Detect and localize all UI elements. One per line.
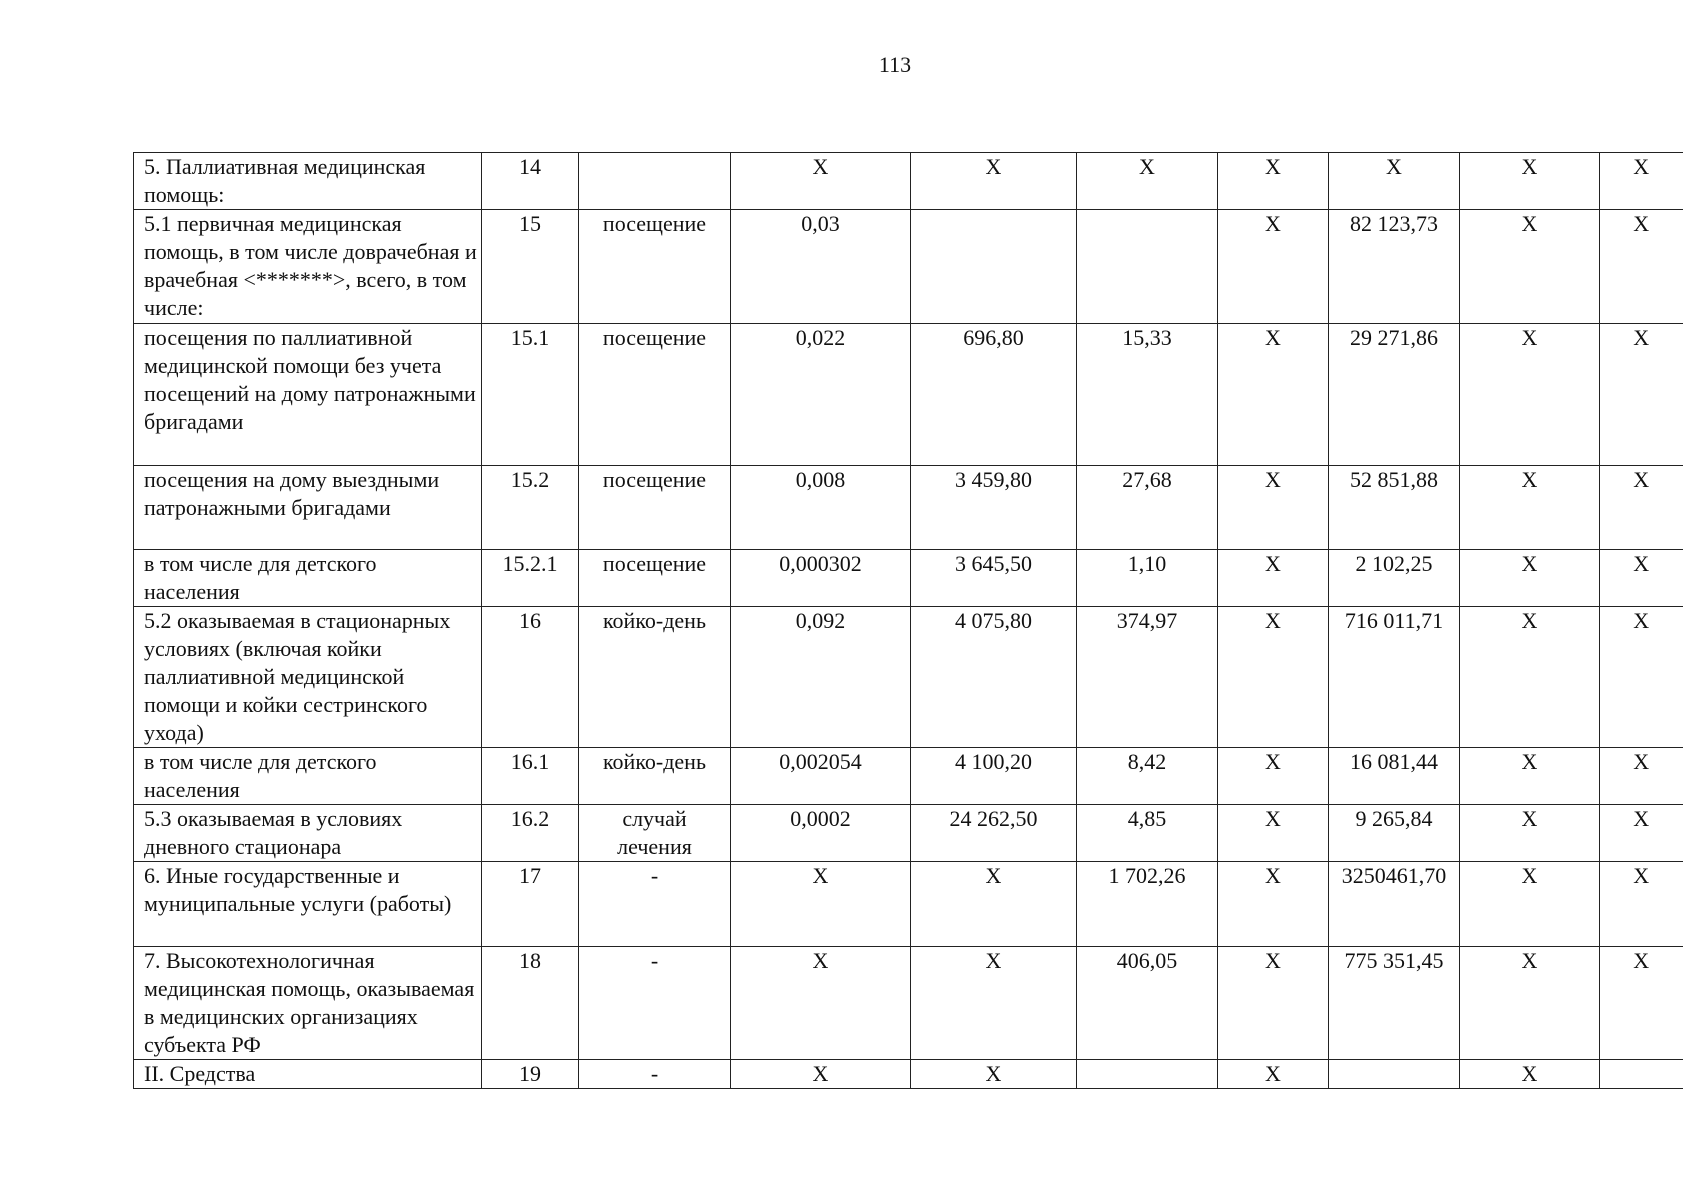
table-row: [134, 947, 1683, 1060]
value-cell: Х: [1600, 466, 1683, 550]
value-cell: Х: [1218, 748, 1329, 805]
row-label: 5.3 оказываемая в условиях дневного стационара: [134, 805, 482, 862]
value-cell: 775 351,45: [1329, 947, 1460, 1060]
value-cell: 406,05: [1077, 947, 1218, 1060]
value-cell: 3250461,70: [1329, 862, 1460, 947]
row-number: 19: [482, 1060, 579, 1089]
value-cell: Х: [1460, 748, 1600, 805]
unit-cell: -: [579, 862, 731, 947]
row-number: 18: [482, 947, 579, 1060]
value-cell: 9 265,84: [1329, 805, 1460, 862]
value-cell: 15,33: [1077, 324, 1218, 466]
value-cell: 3 459,80: [911, 466, 1077, 550]
value-cell: Х: [1218, 805, 1329, 862]
value-cell: 0,03: [731, 210, 911, 324]
value-cell: Х: [731, 862, 911, 947]
row-label: 5.2 оказываемая в стационарных условиях (включая койки паллиативной медицинской помощи и койки сестринского ухода): [134, 607, 482, 748]
row-label: в том числе для детского населения: [134, 748, 482, 805]
value-cell: 4,85: [1077, 805, 1218, 862]
value-cell: 27,68: [1077, 466, 1218, 550]
value-cell: Х: [911, 862, 1077, 947]
value-cell: 4 100,20: [911, 748, 1077, 805]
row-number: 15.1: [482, 324, 579, 466]
row-number: 15: [482, 210, 579, 324]
table-row: [134, 324, 1683, 466]
value-cell: [911, 210, 1077, 324]
row-number: 15.2: [482, 466, 579, 550]
row-number: 16.1: [482, 748, 579, 805]
table-row: [134, 466, 1683, 550]
value-cell: Х: [1600, 153, 1683, 210]
value-cell: Х: [1218, 1060, 1329, 1089]
value-cell: 4 075,80: [911, 607, 1077, 748]
row-number: 15.2.1: [482, 550, 579, 607]
value-cell: Х: [1460, 1060, 1600, 1089]
value-cell: Х: [1218, 862, 1329, 947]
row-label: 5. Паллиативная медицинская помощь:: [134, 153, 482, 210]
table-row: [134, 153, 1683, 210]
value-cell: [1077, 1060, 1218, 1089]
value-cell: [1600, 1060, 1683, 1089]
row-label: 5.1 первичная медицинская помощь, в том числе доврачебная и врачебная <*******>, всего, в том числе:: [134, 210, 482, 324]
table-row: [134, 607, 1683, 748]
unit-cell: посещение: [579, 466, 731, 550]
value-cell: Х: [911, 1060, 1077, 1089]
value-cell: 29 271,86: [1329, 324, 1460, 466]
value-cell: 0,002054: [731, 748, 911, 805]
unit-cell: -: [579, 947, 731, 1060]
value-cell: 0,0002: [731, 805, 911, 862]
value-cell: Х: [1218, 466, 1329, 550]
value-cell: Х: [1218, 947, 1329, 1060]
value-cell: Х: [1218, 607, 1329, 748]
value-cell: 696,80: [911, 324, 1077, 466]
unit-cell: посещение: [579, 210, 731, 324]
unit-cell: койко-день: [579, 748, 731, 805]
row-label: в том числе для детского населения: [134, 550, 482, 607]
value-cell: Х: [1600, 748, 1683, 805]
value-cell: Х: [731, 153, 911, 210]
value-cell: 3 645,50: [911, 550, 1077, 607]
row-label: 6. Иные государственные и муниципальные услуги (работы): [134, 862, 482, 947]
value-cell: Х: [1600, 550, 1683, 607]
value-cell: Х: [1218, 550, 1329, 607]
value-cell: Х: [731, 947, 911, 1060]
table-row: [134, 210, 1683, 324]
value-cell: 82 123,73: [1329, 210, 1460, 324]
unit-cell: посещение: [579, 324, 731, 466]
table-row: [134, 1060, 1683, 1089]
value-cell: Х: [1600, 324, 1683, 466]
unit-cell: [579, 153, 731, 210]
value-cell: Х: [1600, 210, 1683, 324]
value-cell: Х: [1600, 607, 1683, 748]
row-number: 16.2: [482, 805, 579, 862]
value-cell: Х: [1329, 153, 1460, 210]
value-cell: Х: [1460, 466, 1600, 550]
value-cell: Х: [1460, 210, 1600, 324]
value-cell: 24 262,50: [911, 805, 1077, 862]
value-cell: Х: [731, 1060, 911, 1089]
table-row: [134, 805, 1683, 862]
value-cell: 0,022: [731, 324, 911, 466]
value-cell: 1,10: [1077, 550, 1218, 607]
value-cell: Х: [1600, 947, 1683, 1060]
value-cell: Х: [1460, 862, 1600, 947]
value-cell: 0,008: [731, 466, 911, 550]
unit-cell: -: [579, 1060, 731, 1089]
value-cell: Х: [1077, 153, 1218, 210]
value-cell: 8,42: [1077, 748, 1218, 805]
financing-table: [133, 152, 1683, 1089]
value-cell: Х: [911, 153, 1077, 210]
value-cell: 16 081,44: [1329, 748, 1460, 805]
table-row: [134, 550, 1683, 607]
row-number: 17: [482, 862, 579, 947]
value-cell: Х: [1460, 153, 1600, 210]
unit-cell: случай лечения: [579, 805, 731, 862]
value-cell: [1077, 210, 1218, 324]
value-cell: 1 702,26: [1077, 862, 1218, 947]
value-cell: Х: [1600, 862, 1683, 947]
value-cell: [1329, 1060, 1460, 1089]
value-cell: Х: [1218, 324, 1329, 466]
value-cell: Х: [1460, 805, 1600, 862]
row-label: посещения по паллиативной медицинской помощи без учета посещений на дому патронажными бригадами: [134, 324, 482, 466]
row-number: 14: [482, 153, 579, 210]
row-label: II. Средства: [134, 1060, 482, 1089]
value-cell: Х: [1460, 607, 1600, 748]
value-cell: Х: [911, 947, 1077, 1060]
value-cell: Х: [1460, 947, 1600, 1060]
value-cell: 2 102,25: [1329, 550, 1460, 607]
row-number: 16: [482, 607, 579, 748]
table-row: [134, 862, 1683, 947]
value-cell: Х: [1600, 805, 1683, 862]
value-cell: Х: [1460, 550, 1600, 607]
value-cell: Х: [1218, 210, 1329, 324]
value-cell: Х: [1218, 153, 1329, 210]
value-cell: 0,092: [731, 607, 911, 748]
value-cell: 52 851,88: [1329, 466, 1460, 550]
table-row: [134, 748, 1683, 805]
row-label: 7. Высокотехнологичная медицинская помощь, оказываемая в медицинских организациях субъекта РФ: [134, 947, 482, 1060]
value-cell: Х: [1460, 324, 1600, 466]
value-cell: 374,97: [1077, 607, 1218, 748]
unit-cell: посещение: [579, 550, 731, 607]
page-number: 113: [878, 52, 912, 77]
value-cell: 716 011,71: [1329, 607, 1460, 748]
row-label: посещения на дому выездными патронажными бригадами: [134, 466, 482, 550]
value-cell: 0,000302: [731, 550, 911, 607]
unit-cell: койко-день: [579, 607, 731, 748]
